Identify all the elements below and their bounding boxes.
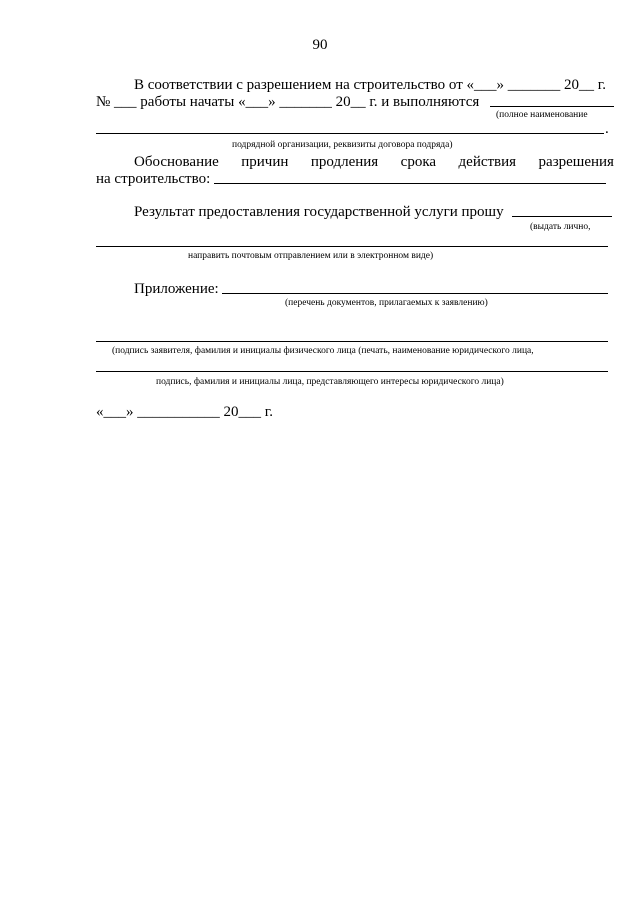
signature-caption-2: подпись, фамилия и инициалы лица, представляющего интересы юридического лица) [156, 377, 504, 387]
justification-word: срока [400, 154, 437, 170]
date-line: «___» ___________ 20___ г. [96, 404, 273, 420]
justification-line-2 [96, 170, 614, 188]
attachment-caption: (перечень документов, прилагаемых к заявлению) [285, 298, 488, 308]
representative-signature-field[interactable] [96, 371, 608, 372]
result-method-field[interactable] [512, 216, 612, 217]
permit-line-2-text: № ___ работы начаты «___» _______ 20__ г. и выполняются [96, 94, 480, 110]
justification-line-1 [134, 153, 614, 171]
justification-word: разрешения [538, 154, 614, 170]
result-method-field-2[interactable] [96, 246, 608, 247]
contractor-details-field[interactable] [96, 133, 604, 134]
justification-word: продления [310, 154, 379, 170]
result-caption-2: направить почтовым отправлением или в электронном виде) [188, 251, 434, 261]
justification-word: Обоснование [134, 154, 219, 170]
applicant-signature-field[interactable] [96, 341, 608, 342]
justification-word: причин [241, 154, 289, 170]
justification-label: на строительство: [96, 171, 211, 187]
page-number: 90 [312, 37, 328, 53]
contractor-name-field[interactable] [490, 106, 614, 107]
result-caption-1: (выдать лично, [530, 222, 591, 232]
signature-caption-1: (подпись заявителя, фамилия и инициалы физического лица (печать, наименование юридического лица, [112, 346, 534, 356]
contractor-caption-1: (полное наименование [496, 110, 588, 120]
contractor-caption-2: подрядной организации, реквизиты договора подряда) [232, 140, 453, 150]
permit-line-1: В соответствии с разрешением на строительство от «___» _______ 20__ г. [134, 77, 606, 93]
justification-word: действия [458, 154, 517, 170]
justification-field[interactable] [214, 183, 606, 184]
attachment-field[interactable] [222, 293, 608, 294]
attachment-label: Приложение: [134, 281, 219, 297]
result-line-1: Результат предоставления государственной услуги прошу [134, 204, 504, 220]
contractor-line-end: . [605, 121, 609, 137]
